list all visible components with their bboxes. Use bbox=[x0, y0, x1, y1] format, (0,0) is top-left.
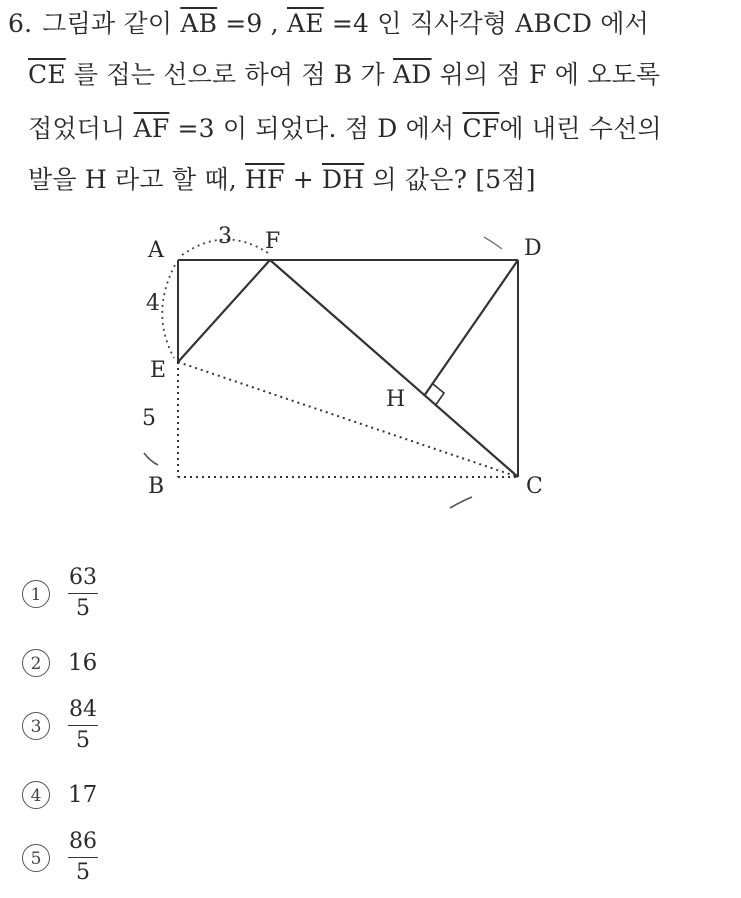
question-line-3 bbox=[28, 111, 662, 147]
text: 접었더니 bbox=[28, 114, 134, 143]
text: 그림과 같이 bbox=[42, 9, 181, 38]
label-h: H bbox=[386, 387, 406, 412]
label-b: B bbox=[148, 474, 165, 499]
label-f: F bbox=[265, 229, 281, 254]
text: + bbox=[284, 165, 322, 194]
choice-mark: 3 bbox=[22, 712, 50, 740]
label-af-length: 3 bbox=[218, 224, 232, 249]
choice-1[interactable] bbox=[22, 565, 98, 622]
text: 에 내린 수선의 bbox=[499, 114, 662, 143]
choice-4[interactable] bbox=[22, 781, 97, 809]
label-ae-length: 4 bbox=[146, 291, 160, 316]
arc-mark-c bbox=[450, 497, 472, 508]
fraction-bar bbox=[68, 857, 98, 858]
segment-ad: $\overline{AD}$ bbox=[393, 60, 432, 89]
denominator: 5 bbox=[76, 596, 90, 621]
segment-ab: $\overline{AB}$ bbox=[180, 9, 218, 38]
denominator: 5 bbox=[76, 728, 90, 753]
segment-fc bbox=[270, 260, 518, 477]
label-c: C bbox=[526, 474, 543, 499]
text: =3 이 되었다. 점 D 에서 bbox=[169, 114, 463, 143]
numerator: 63 bbox=[69, 565, 97, 590]
text: =4 인 직사각형 ABCD 에서 bbox=[323, 9, 650, 38]
text: 의 값은? [5점] bbox=[364, 165, 536, 194]
fraction-bar bbox=[68, 593, 98, 594]
segment-dh: $\overline{DH}$ bbox=[322, 165, 365, 194]
label-e: E bbox=[150, 358, 167, 383]
numerator: 86 bbox=[69, 829, 97, 854]
choice-5[interactable] bbox=[22, 829, 98, 886]
segment-ce: $\overline{CE}$ bbox=[28, 60, 66, 89]
fold-line-ec bbox=[178, 362, 518, 477]
denominator: 5 bbox=[76, 860, 90, 885]
question-line-1 bbox=[8, 6, 649, 42]
question-line-2 bbox=[28, 57, 660, 93]
choice-value: 16 bbox=[68, 650, 98, 676]
segment-dh bbox=[424, 260, 518, 396]
segment-cf: $\overline{CF}$ bbox=[462, 114, 500, 143]
question-line-4 bbox=[28, 162, 536, 198]
text: 발을 H 라고 할 때, bbox=[28, 165, 245, 194]
choice-mark: 2 bbox=[22, 649, 50, 677]
label-d: D bbox=[524, 236, 542, 261]
fraction-bar bbox=[68, 725, 98, 726]
numerator: 84 bbox=[69, 697, 97, 722]
segment-ef bbox=[178, 260, 270, 362]
fraction bbox=[68, 829, 98, 886]
choice-value: 17 bbox=[68, 782, 98, 808]
choice-mark: 4 bbox=[22, 781, 50, 809]
text: 를 접는 선으로 하여 점 B 가 bbox=[65, 60, 394, 89]
rectangle-fold-diagram bbox=[120, 215, 560, 515]
choice-2[interactable] bbox=[22, 649, 97, 677]
geometry-figure bbox=[120, 215, 560, 515]
segment-hf: $\overline{HF}$ bbox=[244, 165, 285, 194]
segment-af: $\overline{AF}$ bbox=[133, 114, 170, 143]
label-eb-length: 5 bbox=[142, 406, 156, 431]
fraction bbox=[68, 697, 98, 754]
choice-3[interactable] bbox=[22, 697, 98, 754]
choice-mark: 5 bbox=[22, 844, 50, 872]
arc-mark-b bbox=[144, 453, 158, 465]
arc-mark-d bbox=[484, 237, 502, 249]
choice-mark: 1 bbox=[22, 580, 50, 608]
segment-ae: $\overline{AE}$ bbox=[286, 9, 324, 38]
text: =9 , bbox=[217, 9, 287, 38]
question-number: 6. bbox=[8, 9, 33, 38]
label-a: A bbox=[148, 238, 164, 263]
text: 위의 점 F 에 오도록 bbox=[431, 60, 661, 89]
arc-ae bbox=[162, 265, 175, 358]
fraction bbox=[68, 565, 98, 622]
